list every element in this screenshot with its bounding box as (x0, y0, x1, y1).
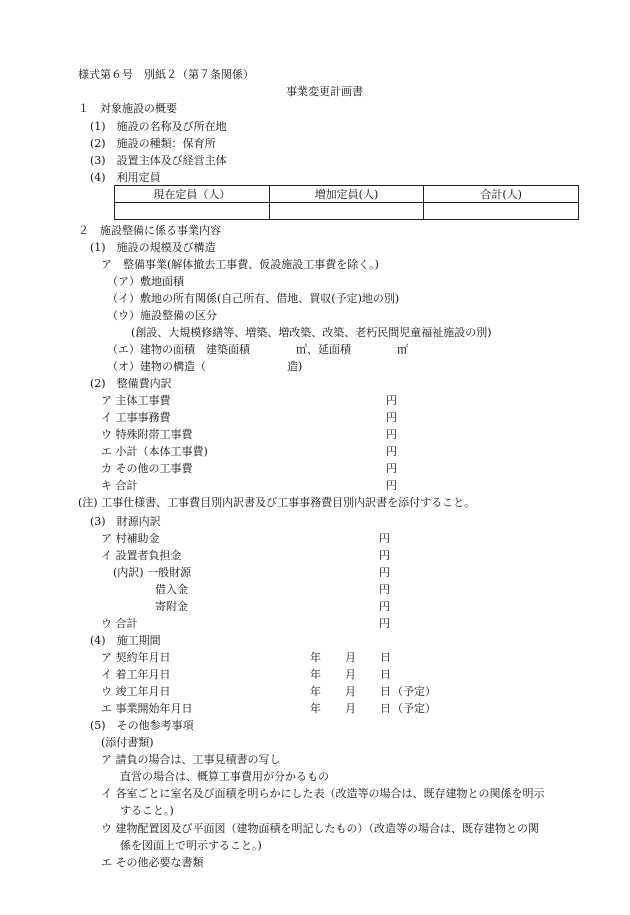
period-item-label: ウ 竣工年月日 (101, 685, 171, 698)
day-unit: 日 (380, 668, 391, 681)
cost-item-unit: 円 (386, 479, 397, 492)
attached-docs-heading: (添付書類) (101, 736, 154, 749)
cost-item-label: カ その他の工事費 (101, 462, 193, 475)
fund-item-unit: 円 (379, 583, 390, 596)
fund-item-unit: 円 (379, 617, 390, 630)
cost-item-unit: 円 (386, 394, 397, 407)
s2-p1-a3-note: (創設、大規模修繕等、増築、増改築、改築、老朽民間児童福祉施設の別) (131, 326, 492, 339)
year-unit: 年 (310, 668, 321, 681)
period-item-label: エ 事業開始年月日 (101, 702, 193, 715)
year-unit: 年 (310, 651, 321, 664)
table-cell-total (424, 203, 579, 220)
month-unit: 月 (345, 668, 356, 681)
cost-item-label: ア 主体工事費 (101, 394, 171, 407)
period-item-label: ア 契約年月日 (101, 651, 171, 664)
cost-item-label: エ 小計（本体工事費) (101, 445, 208, 458)
table-header-current: 現在定員（人） (115, 186, 270, 203)
table-header-total: 合計(人) (424, 186, 579, 203)
day-unit: 日 (380, 651, 391, 664)
s1-item-2: (2) 施設の種類：保育所 (90, 137, 216, 150)
period-item-label: イ 着工年月日 (101, 668, 171, 681)
cost-note: (注) 工事仕様書、工事費目別内訳書及び工事事務費目別内訳書を添付すること。 (78, 496, 476, 509)
attached-doc-a-line1: ア 請負の場合は、工事見積書の写し (101, 753, 281, 766)
s2-p1-a4-unit1: ㎡、延面積 (296, 343, 351, 356)
s2-p1-a3: （ウ）施設整備の区分 (107, 309, 217, 322)
planned-note: （予定） (392, 702, 436, 715)
month-unit: 月 (345, 651, 356, 664)
s1-item-3: (3) 設置主体及び経営主体 (90, 154, 227, 167)
s2-p2-title: (2) 整備費内訳 (90, 377, 172, 390)
table-cell-increase (269, 203, 424, 220)
s2-p1-a5-close: 造) (287, 360, 303, 373)
attached-doc-c-line1: ウ 建物配置図及び平面図（建物面積を明記したもの）（改造等の場合は、既存建物との関 (101, 822, 539, 835)
cost-item-unit: 円 (386, 428, 397, 441)
fund-item-label: 借入金 (155, 583, 188, 596)
s2-p3-title: (3) 財源内訳 (90, 515, 161, 528)
fund-item-label: ウ 合計 (101, 617, 138, 630)
attached-doc-d: エ その他必要な書類 (101, 856, 204, 869)
s2-p5-title: (5) その他参考事項 (90, 719, 194, 732)
s2-p4-title: (4) 施工期間 (90, 634, 161, 647)
cost-item-unit: 円 (386, 445, 397, 458)
table-header-increase: 増加定員(人) (269, 186, 424, 203)
s2-p1-a5-label: （オ）建物の構造（ (107, 360, 206, 373)
s2-p1-a4-label: （エ）建物の面積 建築面積 (107, 343, 250, 356)
s1-item-4: (4) 利用定員 (90, 171, 161, 184)
document-title: 事業変更計画書 (286, 85, 363, 98)
table-cell-current (115, 203, 270, 220)
attached-doc-b-line1: イ 各室ごとに室名及び面積を明らかにした表（改造等の場合は、既存建物との関係を明示 (101, 787, 545, 800)
attached-doc-c-line2: 係を図面上で明示すること。) (120, 839, 262, 852)
s2-p1-a2: （イ）敷地の所有関係(自己所有、借地、買収(予定)地の別) (107, 292, 400, 305)
attached-doc-a-line2: 直営の場合は、概算工事費用が分かるもの (120, 770, 329, 783)
s2-p1-a: ア 整備事業(解体撤去工事費、仮設施設工事費を除く。) (101, 258, 379, 271)
section-1-heading: １ 対象施設の概要 (78, 102, 177, 115)
section-2-heading: ２ 施設整備に係る事業内容 (78, 224, 221, 237)
s2-p1-a4-unit2: ㎡ (397, 343, 408, 356)
month-unit: 月 (345, 685, 356, 698)
cost-item-label: キ 合計 (101, 479, 138, 492)
year-unit: 年 (310, 702, 321, 715)
cost-item-label: ウ 特殊附帯工事費 (101, 428, 193, 441)
s2-p1-a1: （ア）敷地面積 (107, 275, 184, 288)
form-number: 様式第６号 別紙２（第７条関係） (78, 68, 254, 81)
s1-item-1: (1) 施設の名称及び所在地 (90, 120, 227, 133)
day-unit: 日 (380, 685, 391, 698)
attached-doc-b-line2: すること。) (120, 804, 174, 817)
planned-note: （予定） (392, 685, 436, 698)
cost-item-unit: 円 (386, 462, 397, 475)
capacity-table (114, 185, 579, 220)
year-unit: 年 (310, 685, 321, 698)
fund-item-unit: 円 (379, 566, 390, 579)
fund-item-label: 寄附金 (155, 600, 188, 613)
fund-item-label: イ 設置者負担金 (101, 549, 182, 562)
day-unit: 日 (380, 702, 391, 715)
fund-item-label: (内訳) 一般財源 (113, 566, 192, 579)
s2-p1-title: (1) 施設の規模及び構造 (90, 241, 216, 254)
fund-item-label: ア 村補助金 (101, 532, 160, 545)
fund-item-unit: 円 (379, 600, 390, 613)
cost-item-unit: 円 (386, 411, 397, 424)
fund-item-unit: 円 (379, 549, 390, 562)
cost-item-label: イ 工事事務費 (101, 411, 171, 424)
month-unit: 月 (345, 702, 356, 715)
fund-item-unit: 円 (379, 532, 390, 545)
